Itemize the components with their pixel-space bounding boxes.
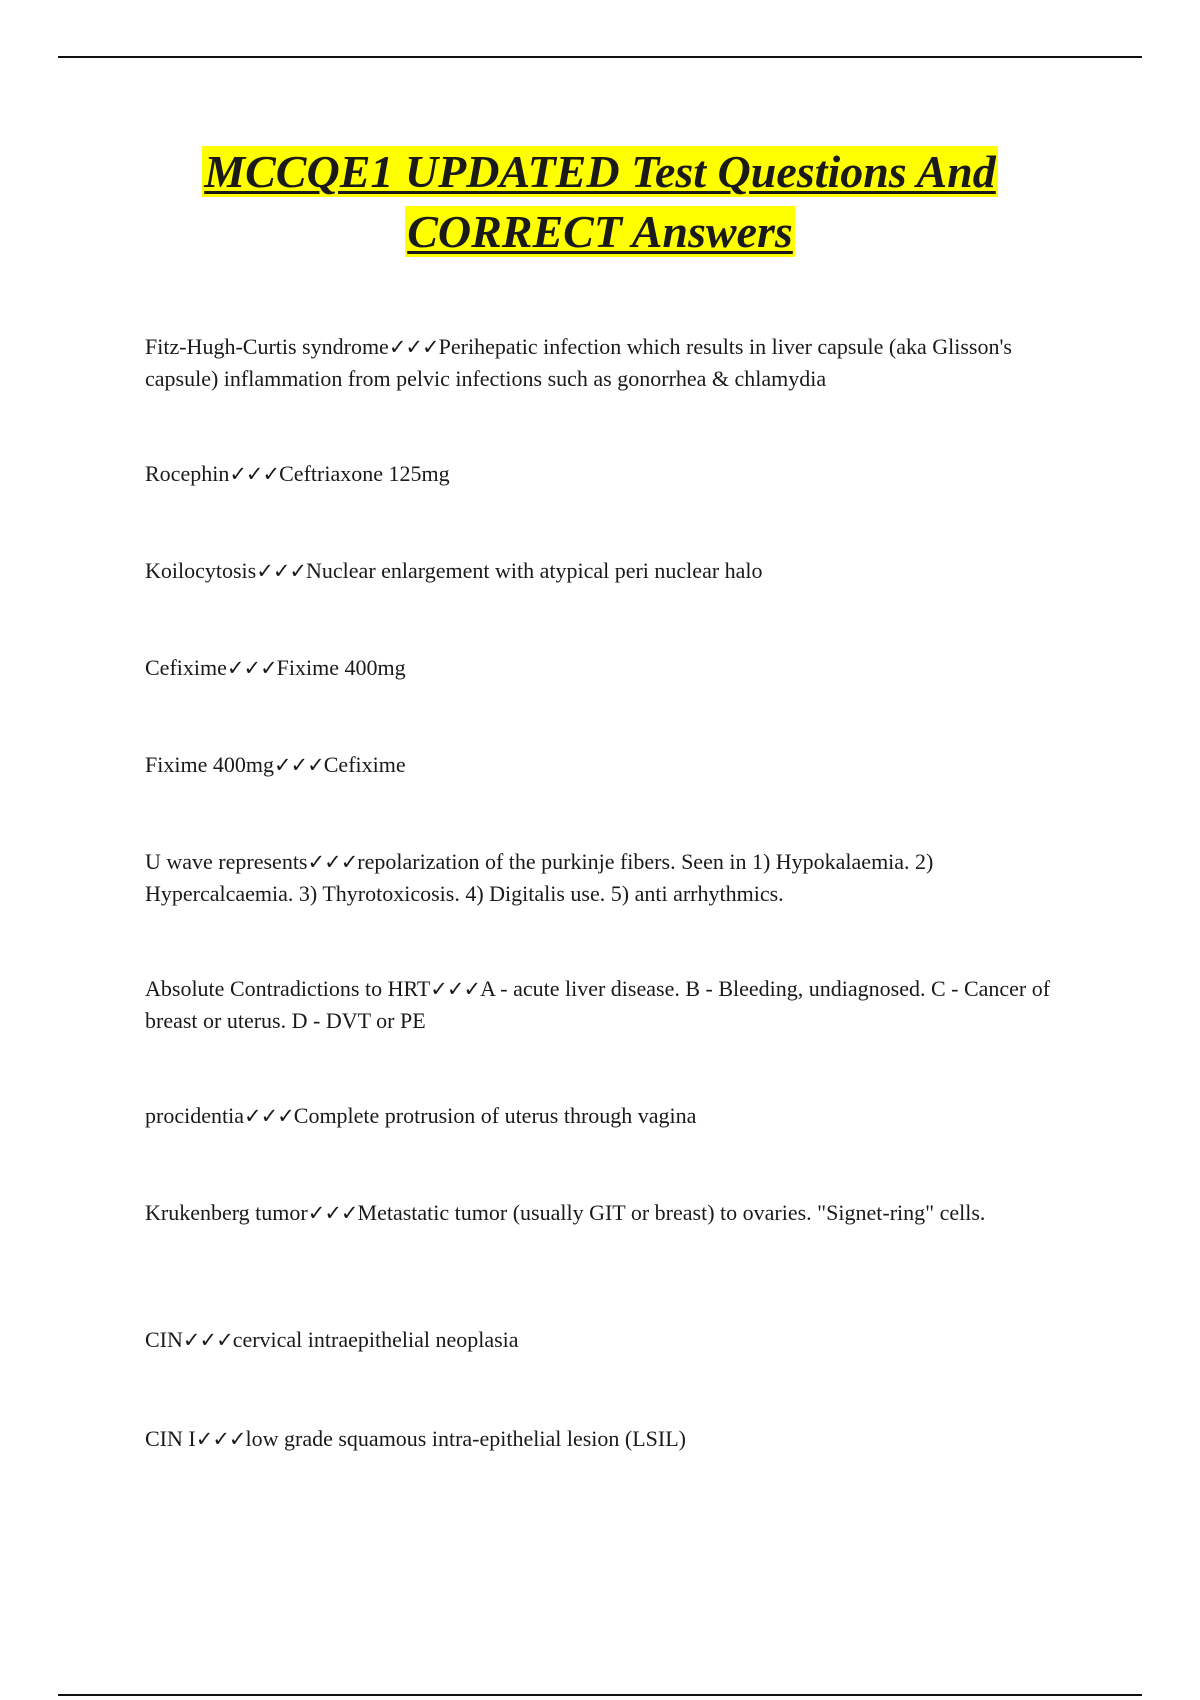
qa-entry <box>145 1423 1055 1455</box>
entry-definition: Complete protrusion of uterus through vagina <box>293 1103 697 1128</box>
checkmark-icon: ✓✓✓ <box>243 1104 294 1128</box>
qa-entry <box>145 555 1055 587</box>
title-line-1: MCCQE1 UPDATED Test Questions And <box>204 146 996 197</box>
entry-term: Fixime 400mg <box>145 752 274 777</box>
entry-definition: Perihepatic infection which results in liver capsule (aka Glisson's capsule) inflammation from pelvic infections such as gonorrhea & chlamydia <box>145 334 1012 391</box>
checkmark-icon: ✓✓✓ <box>182 1328 233 1352</box>
entry-term: U wave represents <box>145 849 308 874</box>
entry-term: CIN <box>145 1327 183 1352</box>
entry-definition: Metastatic tumor (usually GIT or breast) to ovaries. "Signet-ring" cells. <box>357 1200 986 1225</box>
entry-definition: Nuclear enlargement with atypical peri nuclear halo <box>306 558 763 583</box>
entry-definition: Fixime 400mg <box>276 655 406 680</box>
qa-entry <box>145 1324 1055 1356</box>
checkmark-icon: ✓✓✓ <box>226 656 277 680</box>
checkmark-icon: ✓✓✓ <box>388 335 439 359</box>
entry-definition: low grade squamous intra-epithelial lesion (LSIL) <box>245 1426 687 1451</box>
title-line-2: CORRECT Answers <box>407 206 793 257</box>
qa-entry <box>145 1197 1055 1229</box>
entry-definition: A - acute liver disease. B - Bleeding, undiagnosed. C - Cancer of breast or uterus. D - DVT or PE <box>145 976 1051 1033</box>
entry-term: Cefixime <box>145 655 227 680</box>
bottom-rule <box>58 1694 1142 1696</box>
entry-term: CIN I <box>145 1426 196 1451</box>
entry-definition: cervical intraepithelial neoplasia <box>232 1327 519 1352</box>
entry-definition: Cefixime <box>323 752 406 777</box>
entry-term: Absolute Contradictions to HRT <box>145 976 431 1001</box>
checkmark-icon: ✓✓✓ <box>229 462 280 486</box>
qa-entry <box>145 1100 1055 1132</box>
entry-term: Krukenberg tumor <box>145 1200 308 1225</box>
qa-entry <box>145 652 1055 684</box>
checkmark-icon: ✓✓✓ <box>273 753 324 777</box>
entry-term: Rocephin <box>145 461 230 486</box>
entry-term: procidentia <box>145 1103 244 1128</box>
top-rule <box>58 56 1142 58</box>
qa-entry <box>145 846 1055 909</box>
entry-term: Fitz-Hugh-Curtis syndrome <box>145 334 389 359</box>
qa-entry <box>145 458 1055 490</box>
entry-definition: Ceftriaxone 125mg <box>279 461 450 486</box>
checkmark-icon: ✓✓✓ <box>256 559 307 583</box>
entry-definition: repolarization of the purkinje fibers. Seen in 1) Hypokalaemia. 2) Hypercalcaemia. 3) Thyrotoxicosis. 4) Digitalis use. 5) anti arrhythmics. <box>145 849 934 906</box>
entry-term: Koilocytosis <box>145 558 257 583</box>
checkmark-icon: ✓✓✓ <box>430 977 481 1001</box>
checkmark-icon: ✓✓✓ <box>195 1427 246 1451</box>
checkmark-icon: ✓✓✓ <box>307 1201 358 1225</box>
document-title <box>0 142 1200 262</box>
qa-entry <box>145 331 1055 394</box>
checkmark-icon: ✓✓✓ <box>307 850 358 874</box>
qa-entry <box>145 973 1055 1036</box>
qa-entry <box>145 749 1055 781</box>
